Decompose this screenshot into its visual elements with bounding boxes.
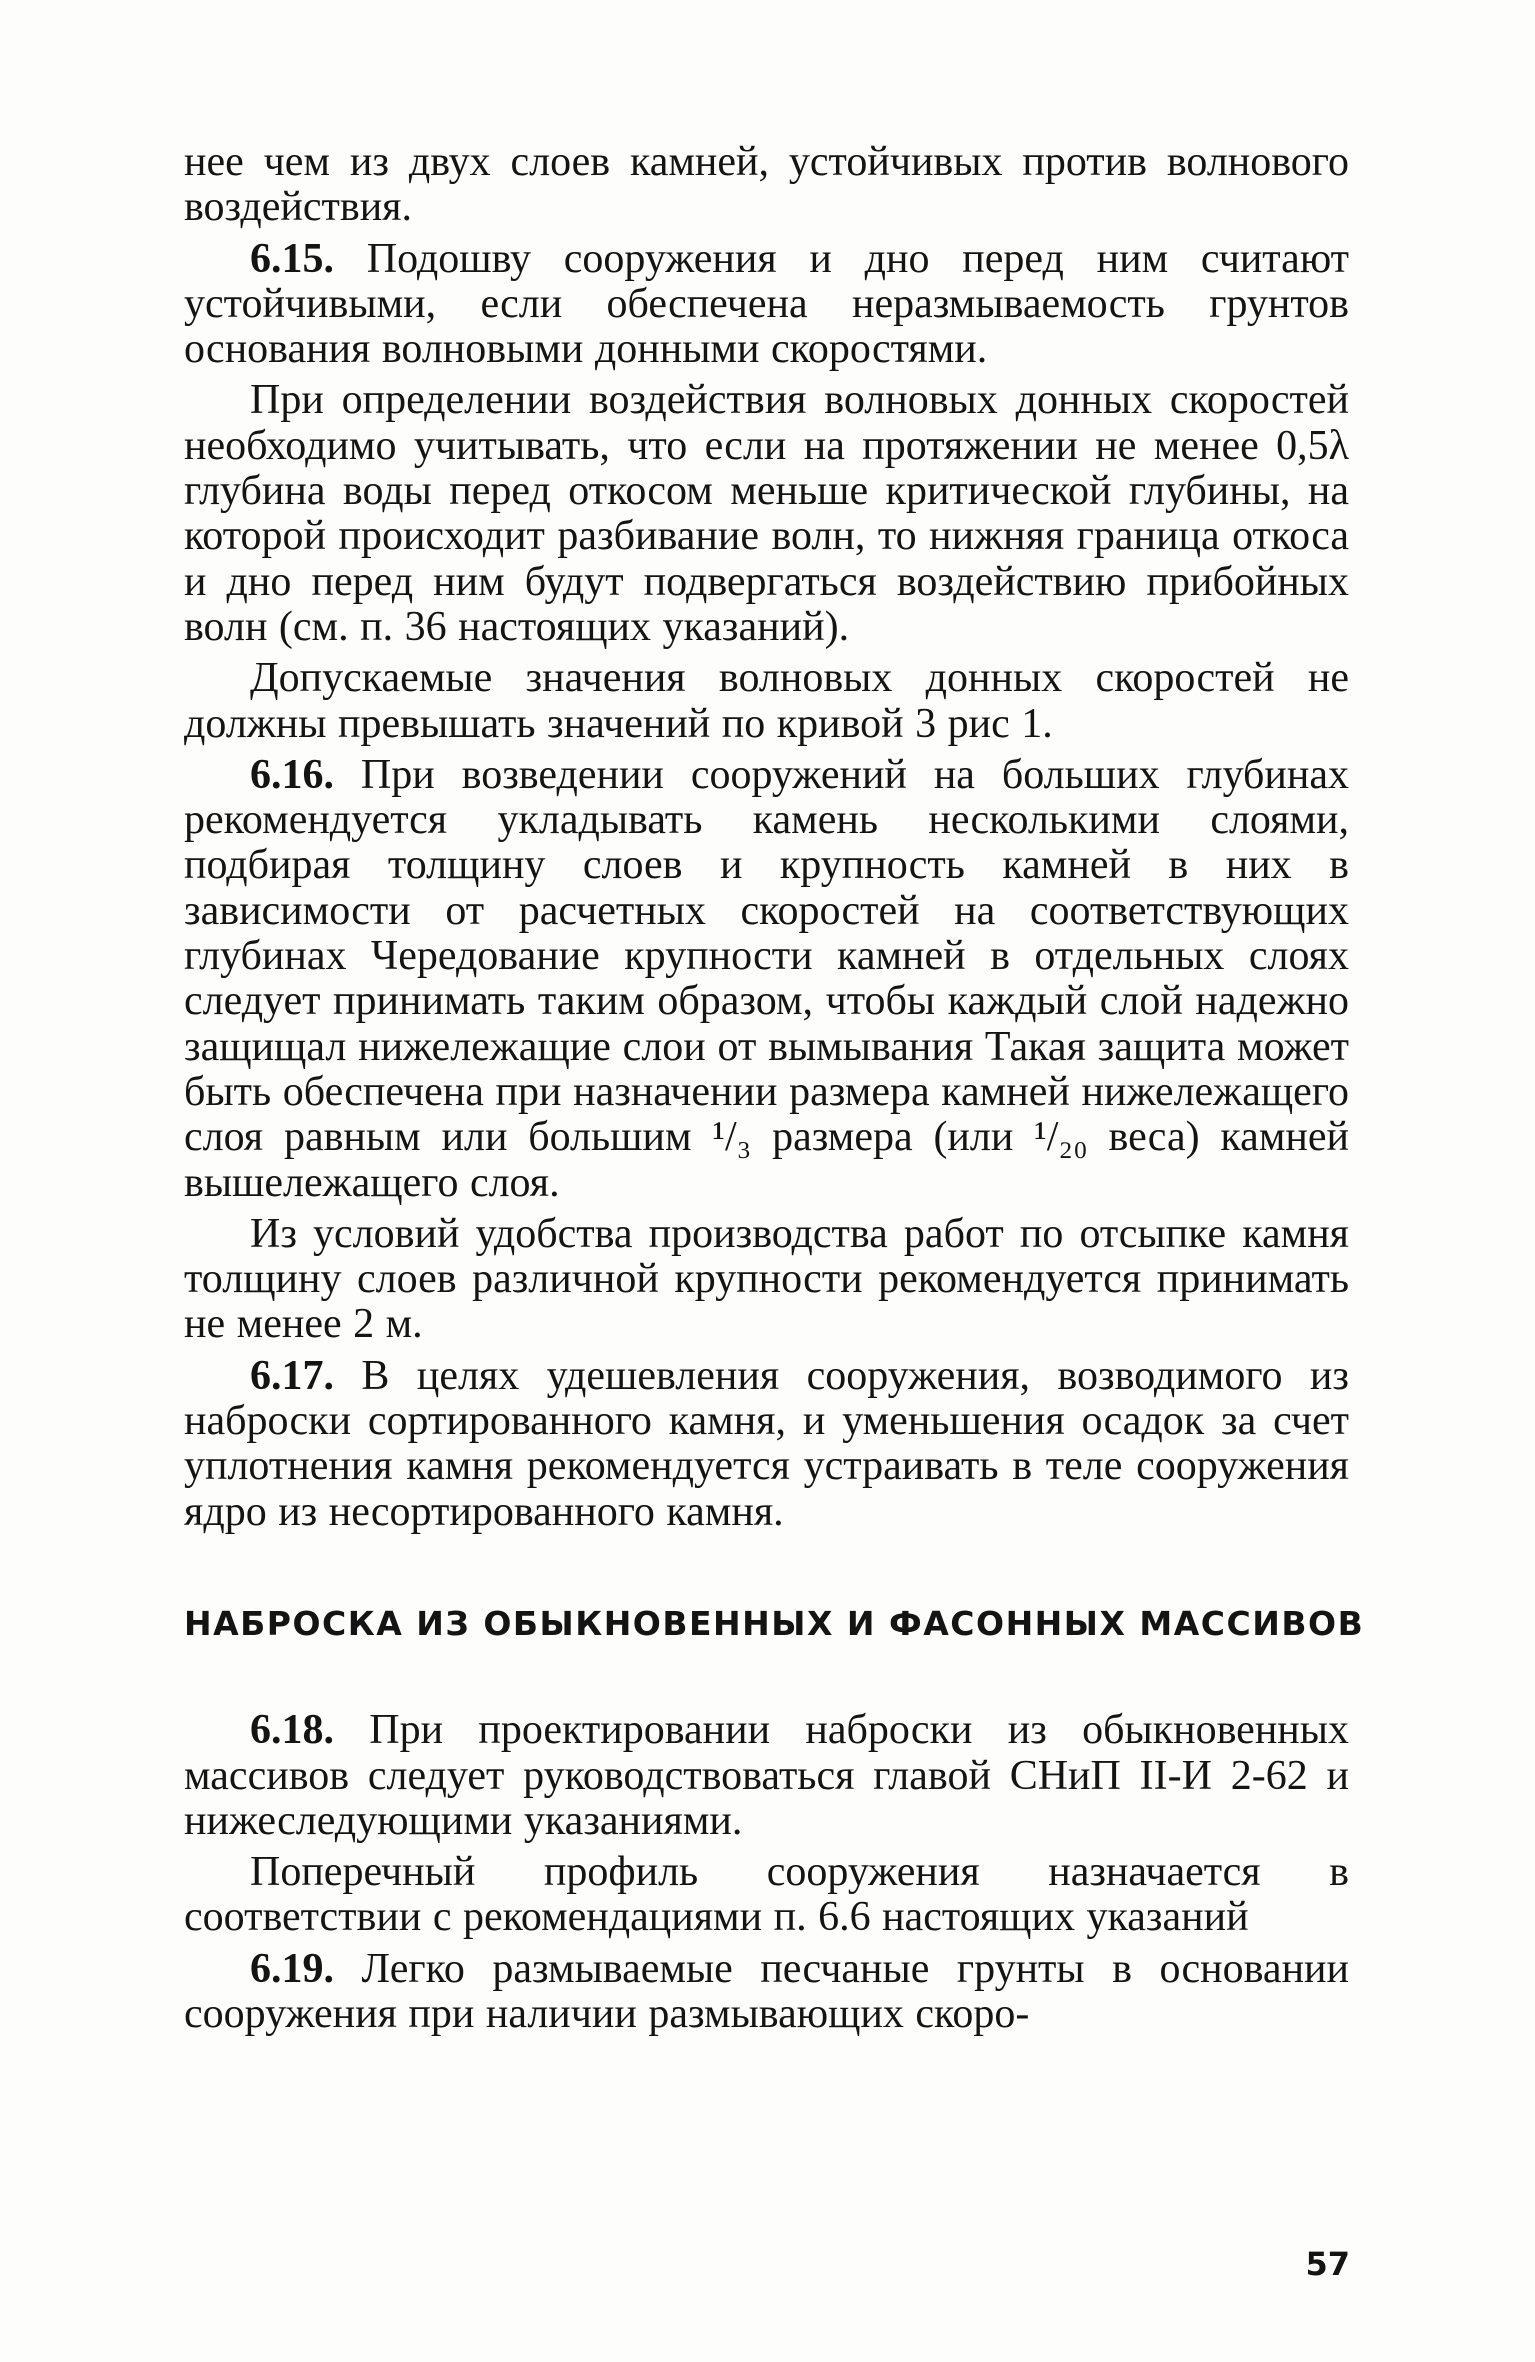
paragraph-layer-thickness xyxy=(184,1212,1349,1348)
paragraph-6-16 xyxy=(184,753,1349,1206)
page-number: 57 xyxy=(1305,2245,1350,2283)
paragraph-text: При определении воздействия волновых донных скоростей необходимо учитывать, что если на протяжении не менее 0,5λ глубина воды перед откосом меньше критической глубины, на которой происходит разбивание волн, то нижняя граница откоса и дно перед ним будут подвергаться воздействию прибойных волн (см. п. 36 настоящих указаний). xyxy=(184,377,1349,650)
paragraph-text: Допускаемые значения волновых донных скоростей не должны превышать значений по кривой 3 рис 1. xyxy=(184,655,1349,747)
paragraph-wave-velocities xyxy=(184,378,1349,650)
paragraph-text: В целях удешевления сооружения, возводимого из наброски сортированного камня, и уменьшения осадок за счет уплотнения камня рекомендуется устраивать в теле сооружения ядро из несортированного камня. xyxy=(184,1352,1349,1535)
text-block xyxy=(184,139,1365,2043)
paragraph-text: Поперечный профиль сооружения назначается в соответствии с рекомендациями п. 6.6 настоящих указаний xyxy=(184,1849,1349,1941)
paragraph-number: 6.18. xyxy=(250,1707,334,1754)
paragraph-allowed-values xyxy=(184,656,1349,747)
paragraph-number: 6.16. xyxy=(250,751,334,798)
paragraph-number: 6.17. xyxy=(250,1352,334,1399)
paragraph-cross-profile xyxy=(184,1850,1349,1941)
paragraph-text: Из условий удобства производства работ по отсыпке камня толщину слоев различной крупности рекомендуется принимать не менее 2 м. xyxy=(184,1210,1349,1348)
paragraph-number: 6.19. xyxy=(250,1945,334,1992)
paragraph-number: 6.15. xyxy=(250,235,334,282)
paragraph-6-18 xyxy=(184,1708,1349,1844)
paragraph-6-19 xyxy=(184,1947,1349,2038)
paragraph-text: При возведении сооружений на больших глубинах рекомендуется укладывать камень несколькими слоями, подбирая толщину слоев и крупность камней в них в зависимости от расчетных скоростей на соответствующих глубинах Чередование крупности камней в отдельных слоях следует принимать таким образом, чтобы каждый слой надежно защищал нижележащие слои от вымывания Такая защита может быть обеспечена при назначении размера камней нижележащего слоя равным или большим ¹/₃ размера (или ¹/₂₀ веса) камней вышележащего слоя. xyxy=(184,751,1349,1206)
paragraph-6-15 xyxy=(184,237,1349,373)
paragraph-text: Подошву сооружения и дно перед ним считают устойчивыми, если обеспечена неразмываемость грунтов основания волновыми донными скоростями. xyxy=(184,235,1349,373)
section-heading: НАБРОСКА ИЗ ОБЫКНОВЕННЫХ И ФАСОННЫХ МАССИВОВ xyxy=(184,1603,1365,1643)
paragraph-text: При проектировании наброски из обыкновенных массивов следует руководствоваться главой СНиП II-И 2-62 и нижеследующими указаниями. xyxy=(184,1707,1349,1844)
paragraph-6-17 xyxy=(184,1354,1349,1535)
paragraph-text: Легко размываемые песчаные грунты в основании сооружения при наличии размывающих скоро- xyxy=(184,1945,1349,2037)
paragraph-continuation xyxy=(184,140,1349,231)
paragraph-text: нее чем из двух слоев камней, устойчивых против волнового воздействия. xyxy=(184,139,1349,231)
